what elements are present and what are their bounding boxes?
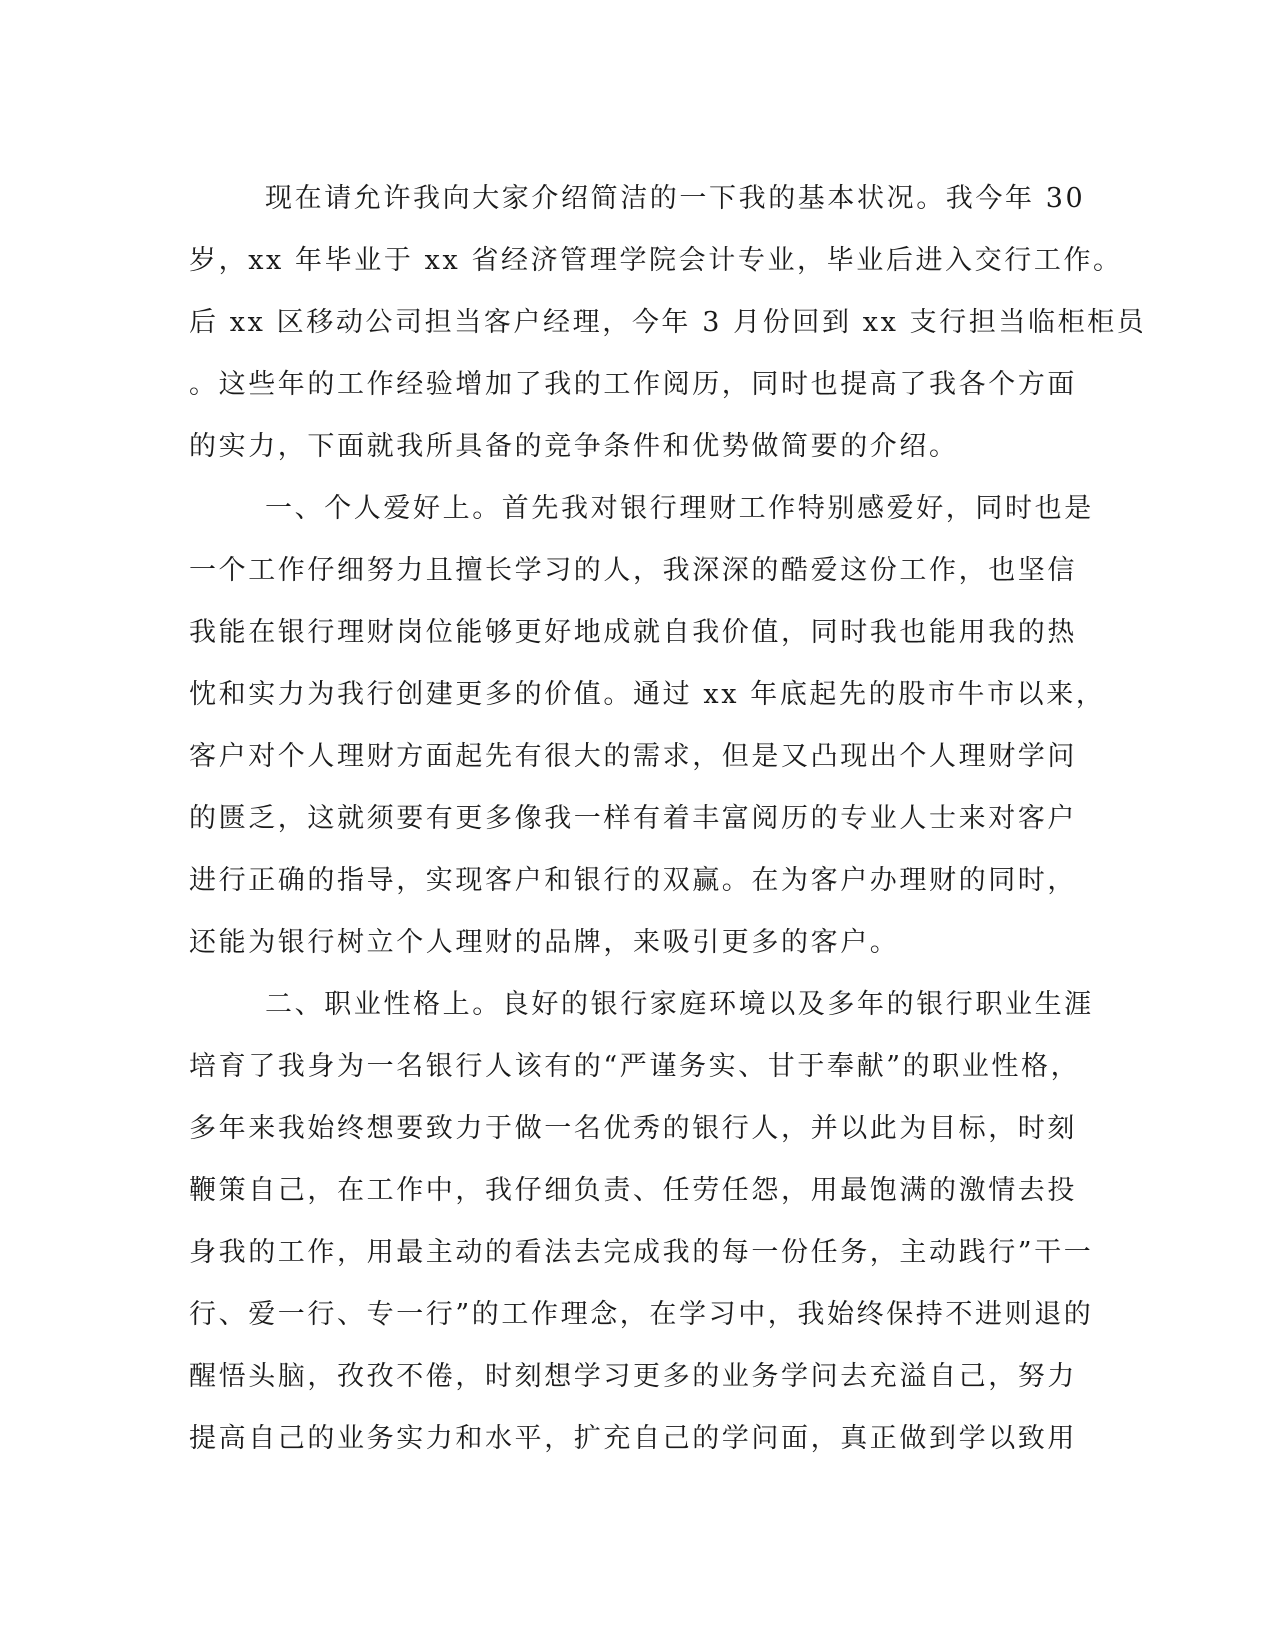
text-line: 行、爱一行、专一行”的工作理念，在学习中，我始终保持不进则退的 bbox=[189, 1299, 1094, 1330]
paragraph-professional-character bbox=[189, 974, 1094, 1470]
text-line: 醒悟头脑，孜孜不倦，时刻想学习更多的业务学问去充溢自己，努力 bbox=[189, 1361, 1077, 1392]
text-line: 培育了我身为一名银行人该有的“严谨务实、甘于奉献”的职业性格， bbox=[189, 1051, 1081, 1082]
text-line: 一、个人爱好上。首先我对银行理财工作特别感爱好，同时也是 bbox=[265, 493, 1094, 524]
document-body bbox=[189, 168, 1147, 1470]
text-line: 鞭策自己，在工作中，我仔细负责、任劳任怨，用最饱满的激情去投 bbox=[189, 1175, 1077, 1206]
text-line: 进行正确的指导，实现客户和银行的双赢。在为客户办理财的同时， bbox=[189, 865, 1077, 896]
text-line: 忱和实力为我行创建更多的价值。通过 xx 年底起先的股市牛市以来， bbox=[189, 679, 1106, 710]
text-line: 后 xx 区移动公司担当客户经理，今年 3 月份回到 xx 支行担当临柜柜员 bbox=[189, 307, 1147, 338]
paragraph-personal-interest bbox=[189, 478, 1106, 974]
text-line: 现在请允许我向大家介绍简洁的一下我的基本状况。我今年 30 bbox=[265, 183, 1086, 214]
text-line: 客户对个人理财方面起先有很大的需求，但是又凸现出个人理财学问 bbox=[189, 741, 1077, 772]
text-line: 岁，xx 年毕业于 xx 省经济管理学院会计专业，毕业后进入交行工作。 bbox=[189, 245, 1123, 276]
text-line: 的实力，下面就我所具备的竞争条件和优势做简要的介绍。 bbox=[189, 431, 959, 462]
text-line: 的匮乏，这就须要有更多像我一样有着丰富阅历的专业人士来对客户 bbox=[189, 803, 1077, 834]
text-line: 。这些年的工作经验增加了我的工作阅历，同时也提高了我各个方面 bbox=[189, 369, 1077, 400]
text-line: 我能在银行理财岗位能够更好地成就自我价值，同时我也能用我的热 bbox=[189, 617, 1077, 648]
text-line: 身我的工作，用最主动的看法去完成我的每一份任务，主动践行”干一 bbox=[189, 1237, 1094, 1268]
text-line: 还能为银行树立个人理财的品牌，来吸引更多的客户。 bbox=[189, 927, 900, 958]
text-line: 多年来我始终想要致力于做一名优秀的银行人，并以此为目标，时刻 bbox=[189, 1113, 1077, 1144]
text-line: 提高自己的业务实力和水平，扩充自己的学问面，真正做到学以致用 bbox=[189, 1423, 1077, 1454]
text-line: 一个工作仔细努力且擅长学习的人，我深深的酷爱这份工作，也坚信 bbox=[189, 555, 1077, 586]
text-line: 二、职业性格上。良好的银行家庭环境以及多年的银行职业生涯 bbox=[265, 989, 1094, 1020]
paragraph-intro bbox=[189, 168, 1147, 478]
